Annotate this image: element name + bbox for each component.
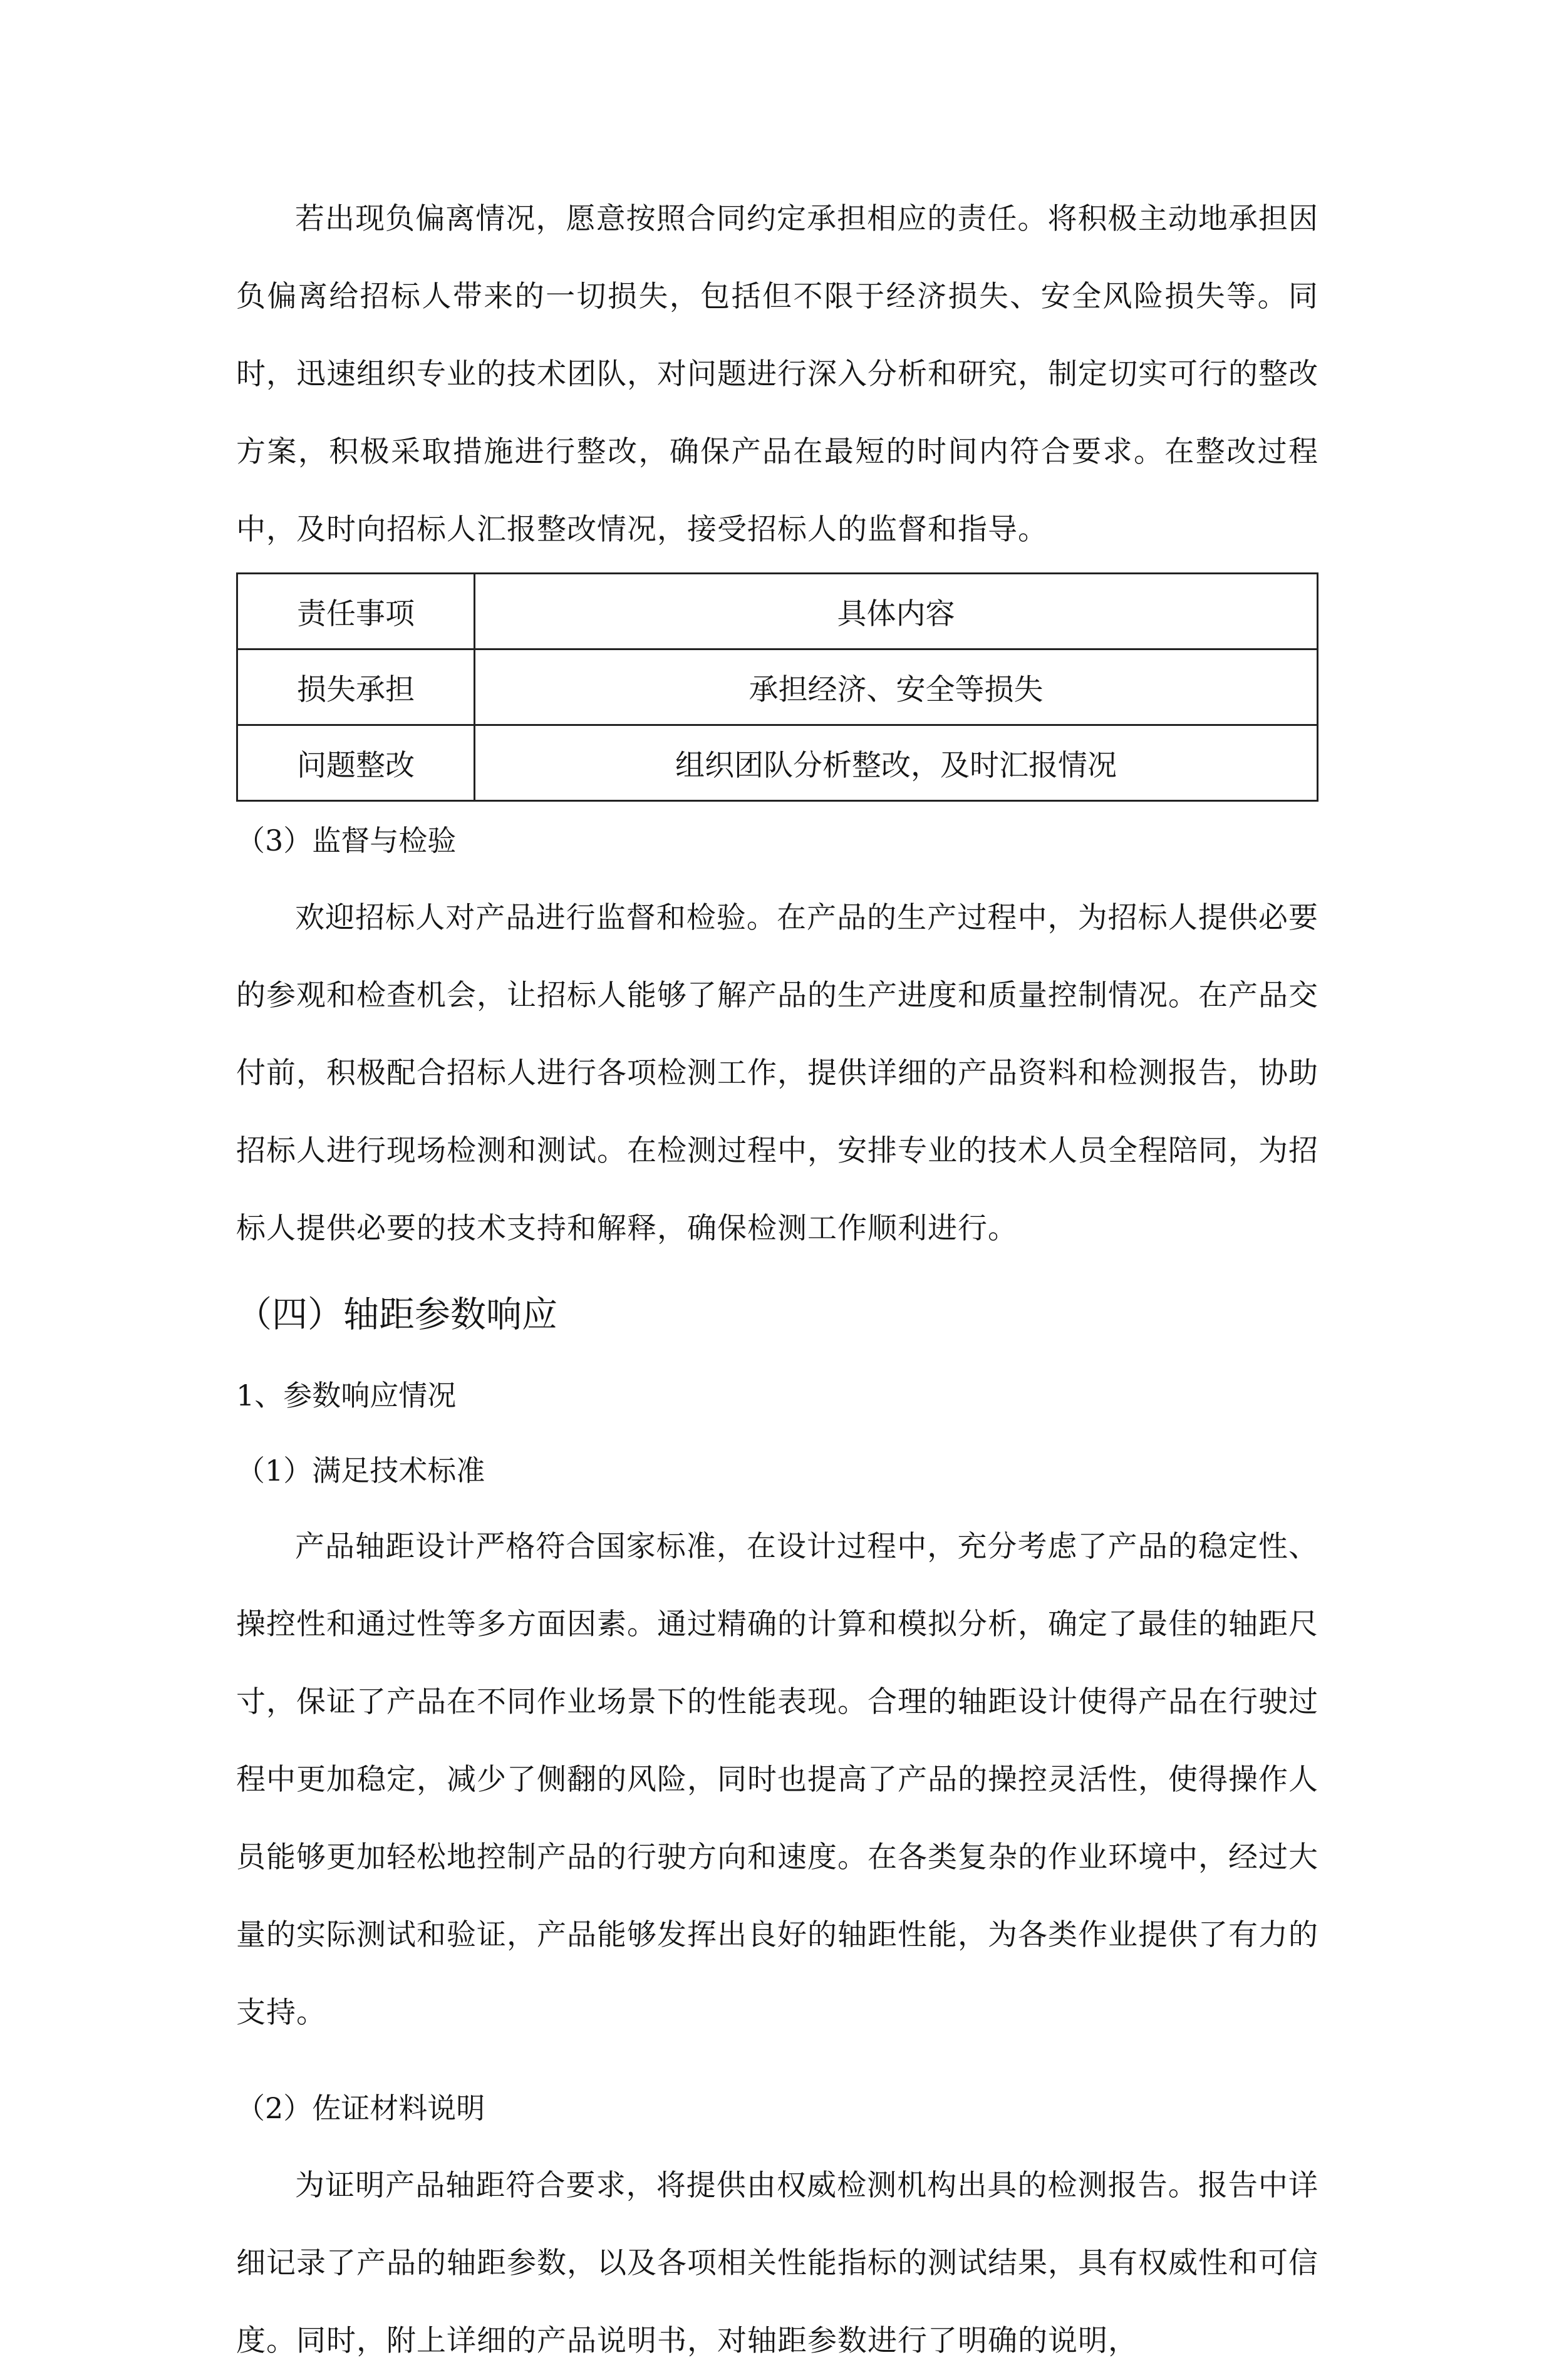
section-heading-wheelbase: （四）轴距参数响应 [236, 1294, 557, 1335]
document-content [236, 180, 1318, 2380]
table-cell: 问题整改 [237, 725, 475, 801]
table-header-row [237, 574, 1318, 649]
table-header-cell: 具体内容 [475, 574, 1318, 649]
paragraph-evidence: 为证明产品轴距符合要求，将提供由权威检测机构出具的检测报告。报告中详细记录了产品的轴距参数，以及各项相关性能指标的测试结果，具有权威性和可信度。同时，附上详细的产品说明书，对轴距参数进行了明确的说明， [236, 2168, 1318, 2358]
heading-evidence: （2）佐证材料说明 [236, 2091, 485, 2125]
subheading-parameter-response: 1、参数响应情况 [236, 1379, 457, 1412]
spacer [236, 2052, 1318, 2069]
table-cell: 损失承担 [237, 649, 475, 725]
table-cell: 组织团队分析整改，及时汇报情况 [475, 725, 1318, 801]
paragraph-negative-deviation: 若出现负偏离情况，愿意按照合同约定承担相应的责任。将积极主动地承担因负偏离给招标人带来的一切损失，包括但不限于经济损失、安全风险损失等。同时，迅速组织专业的技术团队，对问题进行深入分析和研究，制定切实可行的整改方案，积极采取措施进行整改，确保产品在最短的时间内符合要求。在整改过程中，及时向招标人汇报整改情况，接受招标人的监督和指导。 [236, 202, 1318, 547]
table-cell: 承担经济、安全等损失 [475, 649, 1318, 725]
paragraph-tech-standard: 产品轴距设计严格符合国家标准，在设计过程中，充分考虑了产品的稳定性、操控性和通过性等多方面因素。通过精确的计算和模拟分析，确定了最佳的轴距尺寸，保证了产品在不同作业场景下的性能表现。合理的轴距设计使得产品在行驶过程中更加稳定，减少了侧翻的风险，同时也提高了产品的操控灵活性，使得操作人员能够更加轻松地控制产品的行驶方向和速度。在各类复杂的作业环境中，经过大量的实际测试和验证，产品能够发挥出良好的轴距性能，为各类作业提供了有力的支持。 [236, 1529, 1318, 2030]
paragraph-supervision: 欢迎招标人对产品进行监督和检验。在产品的生产过程中，为招标人提供必要的参观和检查机会，让招标人能够了解产品的生产进度和质量控制情况。在产品交付前，积极配合招标人进行各项检测工作，提供详细的产品资料和检测报告，协助招标人进行现场检测和测试。在检测过程中，安排专业的技术人员全程陪同，为招标人提供必要的技术支持和解释，确保检测工作顺利进行。 [236, 901, 1318, 1246]
table-header-cell: 责任事项 [237, 574, 475, 649]
responsibility-table [236, 572, 1318, 802]
heading-supervision: （3）监督与检验 [236, 824, 457, 857]
heading-tech-standard: （1）满足技术标准 [236, 1454, 485, 1487]
table-row [237, 725, 1318, 801]
table-row [237, 649, 1318, 725]
